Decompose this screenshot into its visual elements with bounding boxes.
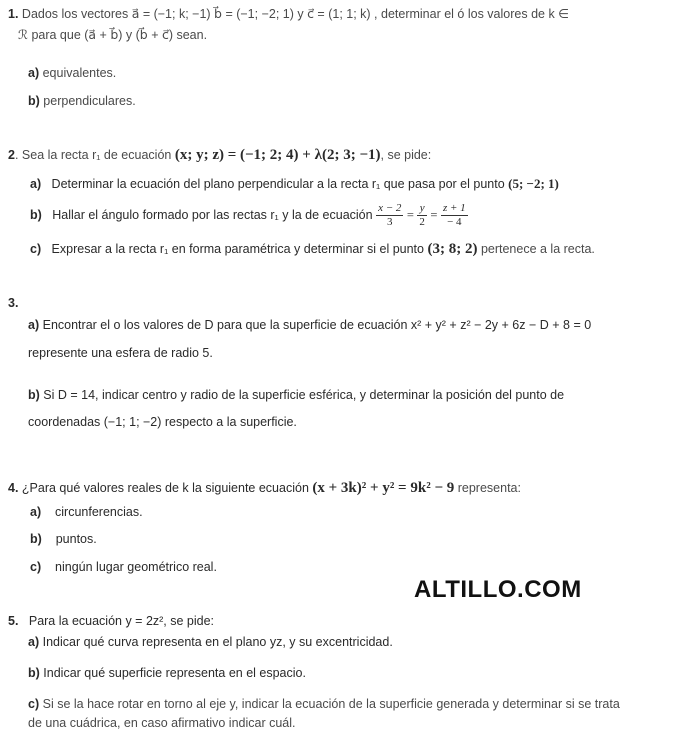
problem-2-item-b: b) Hallar el ángulo formado por las rectas r₁ y la de ecuación $\frac{x - 2}{3}$ = $\frac{y}{2}$ = $\frac{z + 1}{- 4}$ (30, 202, 466, 228)
item-text: ningún lugar geométrico real. (55, 560, 217, 574)
item-text: circunferencias. (55, 505, 143, 519)
problem-2-item-c (30, 241, 595, 258)
item-label: a) (28, 318, 40, 332)
problem-2-number: 2 (8, 148, 15, 162)
problem-5-intro (8, 614, 214, 628)
problem-3-number: 3. (8, 296, 19, 310)
item-point: (5; −2; 1) (508, 176, 559, 191)
item-text: Expresar a la recta r₁ en forma paramétrica y determinar si el punto (51, 242, 424, 256)
item-text: Si se la hace rotar en torno al eje y, indicar la ecuación de la superficie generada y determinar si se trata (42, 697, 620, 711)
problem-5-intro-text: Para la ecuación y = 2z², se pide: (28, 614, 215, 628)
problem-2-line-equation: (x; y; z) = (−1; 2; 4) + λ(2; 3; −1) (174, 147, 381, 163)
fraction-y: $\frac{y}{2}$ (419, 202, 425, 228)
fraction-x: $\frac{x - 2}{3}$ (378, 202, 402, 228)
problem-5-item-a (28, 635, 393, 649)
item-text: Indicar qué curva representa en el plano yz, y su excentricidad. (42, 635, 393, 649)
problem-4-intro-end: representa: (457, 481, 521, 495)
problem-5-item-b (28, 666, 306, 680)
item-label: b) (30, 532, 42, 546)
item-label: c) (30, 560, 42, 574)
item-label: b) (28, 666, 40, 680)
fraction-z: $\frac{z + 1}{- 4}$ (442, 202, 466, 228)
problem-4-intro-text: ¿Para qué valores reales de k la siguiente ecuación (21, 481, 309, 495)
problem-1-line-2: ℛ para que (a⃗ + b⃗) y (b⃗ + c⃗) sean. (18, 28, 208, 42)
problem-1-number: 1. (8, 7, 19, 21)
altillo-watermark: ALTILLO.COM (414, 576, 582, 603)
item-label: b) (28, 94, 40, 108)
problem-5-number: 5. (8, 614, 19, 628)
problem-1-item-a (28, 66, 116, 80)
item-label: c) (30, 242, 42, 256)
problem-4-number: 4. (8, 481, 19, 495)
item-text: Indicar qué superficie representa en el espacio. (43, 666, 306, 680)
item-text-end: pertenece a la recta. (480, 242, 595, 256)
problem-2-intro-end: , se pide: (380, 148, 432, 162)
problem-1-statement: Dados los vectores a⃗ = (−1; k; −1) b⃗ = (−1; −2; 1) y c⃗ = (1; 1; k) , determinar el ó los valores de k ∈ (21, 7, 570, 21)
item-text: perpendiculares. (43, 94, 136, 108)
item-point: (3; 8; 2) (427, 241, 478, 257)
problem-3-item-b-line-2: coordenadas (−1; 1; −2) respecto a la superficie. (28, 415, 297, 429)
problem-4-intro (8, 480, 521, 497)
item-text: Encontrar el o los valores de D para que la superficie de ecuación x² + y² + z² − 2y + 6z − D + 8 = 0 (42, 318, 592, 332)
item-text: Determinar la ecuación del plano perpendicular a la recta r₁ que pasa por el punto (51, 177, 505, 191)
item-label: b) (30, 207, 42, 222)
item-label: b) (28, 388, 40, 402)
problem-1-line-1 (8, 6, 569, 21)
problem-2-item-a (30, 176, 559, 192)
item-label: c) (28, 697, 40, 711)
problem-2-intro-text: . Sea la recta r₁ de ecuación (14, 148, 172, 162)
problem-2-intro (8, 147, 431, 164)
item-label: a) (28, 635, 40, 649)
item-label: a) (28, 66, 40, 80)
problem-4-equation: (x + 3k)² + y² = 9k² − 9 (312, 480, 455, 496)
problem-3-item-a (28, 318, 591, 332)
problem-5-item-c (28, 697, 620, 711)
problem-3-item-b (28, 388, 564, 402)
item-label: a) (30, 177, 42, 191)
problem-4-item-a (30, 505, 143, 519)
item-text: Si D = 14, indicar centro y radio de la superficie esférica, y determinar la posición del punto de (43, 388, 565, 402)
problem-4-item-b (30, 532, 97, 546)
problem-1-item-b (28, 94, 136, 108)
problem-3-item-a-line-2: represente una esfera de radio 5. (28, 346, 213, 360)
item-text: Hallar el ángulo formado por las rectas r₁ y la de ecuación (52, 207, 373, 222)
problem-4-item-c (30, 560, 217, 574)
item-text: equivalentes. (42, 66, 117, 80)
item-text: puntos. (55, 532, 97, 546)
problem-5-item-c-line-2: de una cuádrica, en caso afirmativo indicar cuál. (28, 716, 296, 730)
item-label: a) (30, 505, 42, 519)
